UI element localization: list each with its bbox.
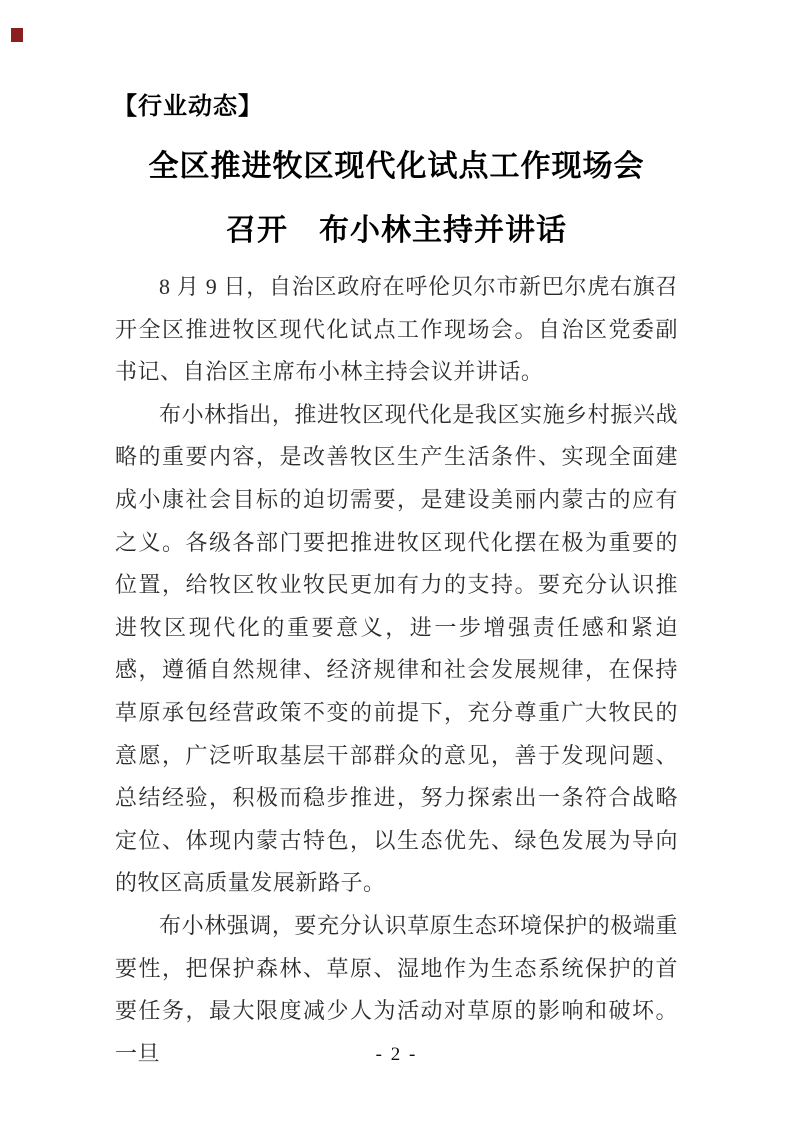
article-title-line1: 全区推进牧区现代化试点工作现场会 <box>148 150 645 183</box>
article-title <box>115 135 678 263</box>
paragraph-2: 布小林指出，推进牧区现代化是我区实施乡村振兴战略的重要内容，是改善牧区生产生活条件、实现全面建成小康社会目标的迫切需要，是建设美丽内蒙古的应有之义。各级各部门要把推进牧区现代化摆在极为重要的位置，给牧区牧业牧民更加有力的支持。要充分认识推进牧区现代化的重要意义，进一步增强责任感和紧迫感，遵循自然规律、经济规律和社会发展规律，在保持草原承包经营政策不变的前提下，充分尊重广大牧民的意愿，广泛听取基层干部群众的意见，善于发现问题、总结经验，积极而稳步推进，努力探索出一条符合战略定位、体现内蒙古特色，以生态优先、绿色发展为导向的牧区高质量发展新路子。 <box>115 401 678 896</box>
article-title-line2: 召开 布小林主持并讲话 <box>226 214 567 247</box>
red-stamp-mark <box>11 28 23 42</box>
paragraph-1: 8 月 9 日，自治区政府在呼伦贝尔市新巴尔虎右旗召开全区推进牧区现代化试点工作现场会。自治区党委副书记、自治区主席布小林主持会议并讲话。 <box>115 274 678 385</box>
section-label: 【行业动态】 <box>113 93 263 120</box>
paragraph-3: 布小林强调，要充分认识草原生态环境保护的极端重要性，把保护森林、草原、湿地作为生态系统保护的首要任务，最大限度减少人为活动对草原的影响和破坏。一旦 <box>115 912 678 1066</box>
page-number: - 2 - <box>375 1044 418 1065</box>
article-body <box>115 266 678 1075</box>
